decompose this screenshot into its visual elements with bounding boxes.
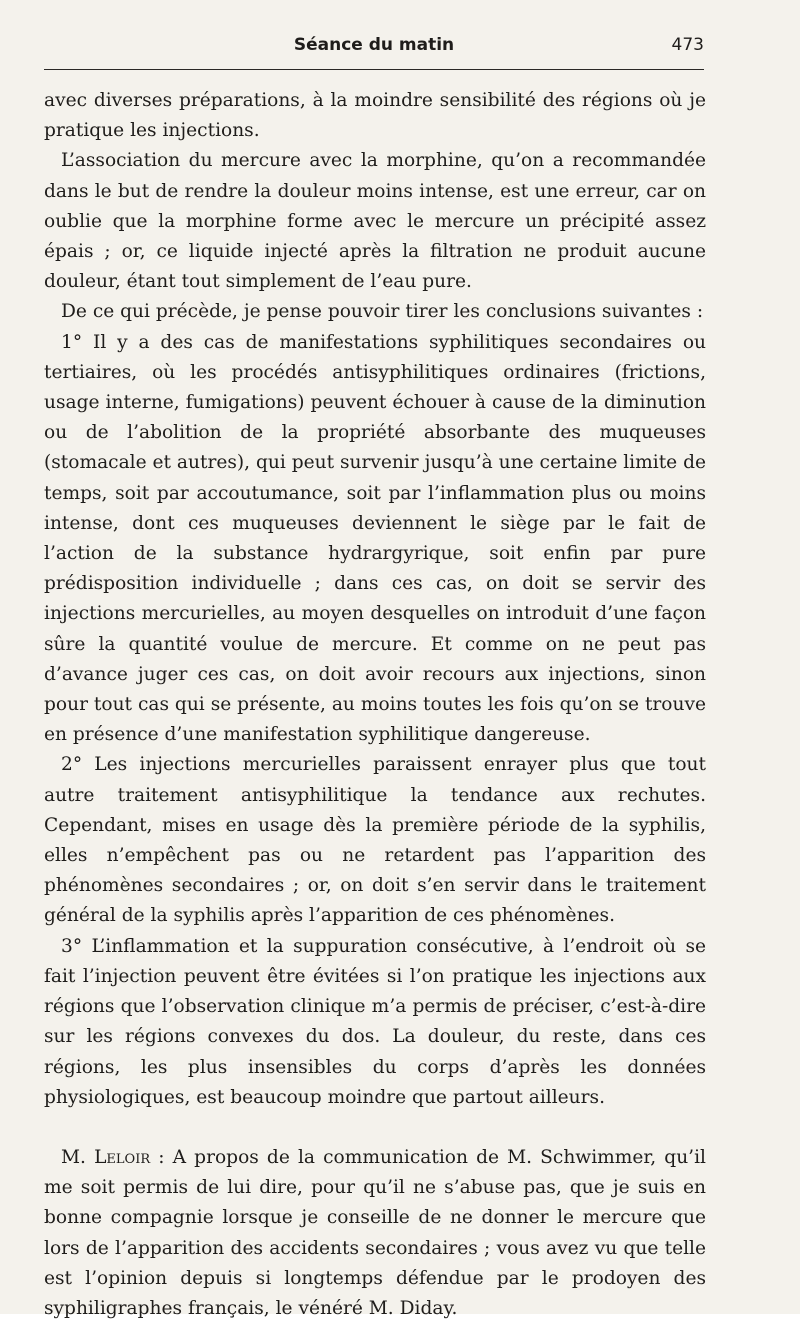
running-head: Séance du matin	[293, 35, 455, 55]
header-rule	[44, 69, 704, 70]
page-number: 473	[671, 35, 704, 55]
intervention-paragraph	[44, 1143, 706, 1324]
conclusion-1: 1° Il y a des cas de manifestations syphilitiques secondaires ou tertiaires, où les procédés antisyphilitiques ordinaires (frictions, usage interne, fumigations) peuvent échouer à cause de la diminution ou de l’abolition de la propriété absorbante des muqueuses (stomacale et autres), qui peut survenir jusqu’à une certaine limite de temps, soit par accoutumance, soit par l’inflammation plus ou moins intense, dont ces muqueuses deviennent le siège par le fait de l’action de la substance hydrargyrique, soit enfin par pure prédisposition individuelle ; dans ces cas, on doit se servir des injections mercurielles, au moyen desquelles on introduit d’une façon sûre la quantité voulue de mercure. Et comme on ne peut pas d’avance juger ces cas, on doit avoir recours aux injections, sinon pour tout cas qui se présente, au moins toutes les fois qu’on se trouve en présence d’une manifestation syphilitique dangereuse.	[44, 331, 706, 746]
paragraph-morphine: L’association du mercure avec la morphine, qu’on a recommandée dans le but de rendre la douleur moins intense, est une erreur, car on oublie que la morphine forme avec le mercure un précipité assez épais ; or, ce liquide injecté après la filtration ne produit aucune douleur, étant tout simplement de l’eau pure.	[44, 150, 706, 293]
speaker-name: M. Leloir	[61, 1146, 151, 1168]
paragraph-continuation: avec diverses préparations, à la moindre sensibilité des régions où je pratique les injections.	[44, 90, 706, 142]
paragraph-conclusions-intro: De ce qui précède, je pense pouvoir tirer les conclusions suivantes :	[61, 301, 704, 323]
conclusion-3: 3° L’inflammation et la suppuration consécutive, à l’endroit où se fait l’injection peuvent être évitées si l’on pratique les injections aux régions que l’observation clinique m’a permis de préciser, c’est-à-dire sur les régions convexes du dos. La douleur, du reste, dans ces régions, les plus insensibles du corps d’après les données physiologiques, est beaucoup moindre que partout ailleurs.	[44, 935, 706, 1108]
conclusion-2: 2° Les injections mercurielles paraissent enrayer plus que tout autre traitement antisyphilitique la tendance aux rechutes. Cependant, mises en usage dès la première période de la syphilis, elles n’empêchent pas ou ne retardent pas l’apparition des phénomènes secondaires ; or, on doit s’en servir dans le traitement général de la syphilis après l’apparition de ces phénomènes.	[44, 754, 706, 927]
page-header	[44, 30, 704, 60]
intervention-text: : A propos de la communication de M. Schwimmer, qu’il me soit permis de lui dire, pour qu’il ne s’abuse pas, que je suis en bonne compagnie lorsque je conseille de ne donner le mercure que lors de l’apparition des accidents secondaires ; vous avez vu que telle est l’opinion depuis si longtemps défendue par le prodoyen des syphiligraphes français, le vénéré M. Diday.	[44, 1146, 706, 1319]
page-body	[44, 86, 706, 1324]
